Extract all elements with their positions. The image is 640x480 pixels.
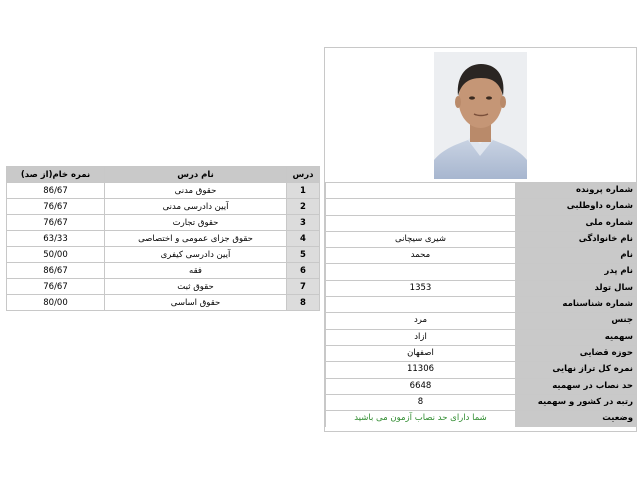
course-number: 8	[287, 295, 320, 311]
course-score: 76/67	[7, 279, 105, 295]
profile-value	[325, 199, 515, 214]
grades-table	[6, 166, 320, 311]
course-name: حقوق ثبت	[105, 279, 287, 295]
status-message: شما دارای حد نصاب آزمون می باشید	[325, 411, 515, 427]
course-name: حقوق تجارت	[105, 215, 287, 231]
profile-row-rank	[325, 395, 636, 411]
profile-value: شیری سیچانی	[325, 232, 515, 247]
profile-value	[325, 216, 515, 231]
course-number: 2	[287, 199, 320, 215]
grade-row	[7, 199, 320, 215]
course-name: آیین دادرسی مدنی	[105, 199, 287, 215]
profile-row-last-name	[325, 232, 636, 248]
photo-cell	[325, 48, 636, 183]
header-raw-score: نمره خام(از صد)	[7, 167, 105, 183]
grade-row	[7, 183, 320, 199]
profile-row-father-name	[325, 264, 636, 280]
profile-label: سال تولد	[515, 281, 636, 296]
grade-row	[7, 279, 320, 295]
profile-label: رتبه در کشور و سهمیه	[515, 395, 636, 410]
course-number: 1	[287, 183, 320, 199]
candidate-profile-table	[324, 47, 637, 432]
profile-row-gender	[325, 313, 636, 329]
course-score: 76/67	[7, 199, 105, 215]
course-number: 7	[287, 279, 320, 295]
course-name: حقوق مدنی	[105, 183, 287, 199]
profile-rows	[325, 183, 636, 427]
profile-label: نمره کل تراز نهایی	[515, 362, 636, 377]
profile-label: شماره شناسنامه	[515, 297, 636, 312]
profile-value: 6648	[325, 379, 515, 394]
profile-row-file-number	[325, 183, 636, 199]
profile-label: سهمیه	[515, 330, 636, 345]
profile-row-id-number	[325, 297, 636, 313]
profile-value	[325, 183, 515, 198]
course-name: حقوق اساسی	[105, 295, 287, 311]
grade-row	[7, 263, 320, 279]
header-course-name: نام درس	[105, 167, 287, 183]
course-score: 80/00	[7, 295, 105, 311]
profile-label: نام پدر	[515, 264, 636, 279]
profile-value: ازاد	[325, 330, 515, 345]
course-number: 4	[287, 231, 320, 247]
profile-label: شماره پرونده	[515, 183, 636, 198]
profile-label: نام	[515, 248, 636, 263]
candidate-photo	[434, 52, 527, 179]
profile-value	[325, 297, 515, 312]
profile-label: جنس	[515, 313, 636, 328]
course-score: 76/67	[7, 215, 105, 231]
course-score: 50/00	[7, 247, 105, 263]
course-name: حقوق جزای عمومی و اختصاصی	[105, 231, 287, 247]
grades-header-row	[7, 167, 320, 183]
profile-value: 8	[325, 395, 515, 410]
course-name: فقه	[105, 263, 287, 279]
profile-value: 11306	[325, 362, 515, 377]
profile-row-first-name	[325, 248, 636, 264]
course-number: 6	[287, 263, 320, 279]
course-number: 5	[287, 247, 320, 263]
profile-label: حد نصاب در سهمیه	[515, 379, 636, 394]
profile-row-quota	[325, 330, 636, 346]
course-score: 86/67	[7, 263, 105, 279]
profile-label: حوزه قضایی	[515, 346, 636, 361]
profile-value	[325, 264, 515, 279]
course-score: 86/67	[7, 183, 105, 199]
person-portrait-icon	[434, 52, 527, 179]
profile-row-final-score	[325, 362, 636, 378]
grade-row	[7, 231, 320, 247]
profile-row-status	[325, 411, 636, 427]
header-course-number: درس	[287, 167, 320, 183]
profile-value: محمد	[325, 248, 515, 263]
profile-label: وضعیت	[515, 411, 636, 427]
profile-row-judicial-district	[325, 346, 636, 362]
profile-label: شماره ملی	[515, 216, 636, 231]
profile-label: نام خانوادگی	[515, 232, 636, 247]
grade-row	[7, 215, 320, 231]
grade-row	[7, 295, 320, 311]
profile-label: شماره داوطلبی	[515, 199, 636, 214]
profile-value: مرد	[325, 313, 515, 328]
profile-value: اصفهان	[325, 346, 515, 361]
profile-row-birth-year	[325, 281, 636, 297]
course-number: 3	[287, 215, 320, 231]
profile-value: 1353	[325, 281, 515, 296]
profile-row-national-id	[325, 216, 636, 232]
course-name: آیین دادرسی کیفری	[105, 247, 287, 263]
course-score: 63/33	[7, 231, 105, 247]
profile-row-candidate-number	[325, 199, 636, 215]
profile-row-quota-threshold	[325, 379, 636, 395]
grade-row	[7, 247, 320, 263]
